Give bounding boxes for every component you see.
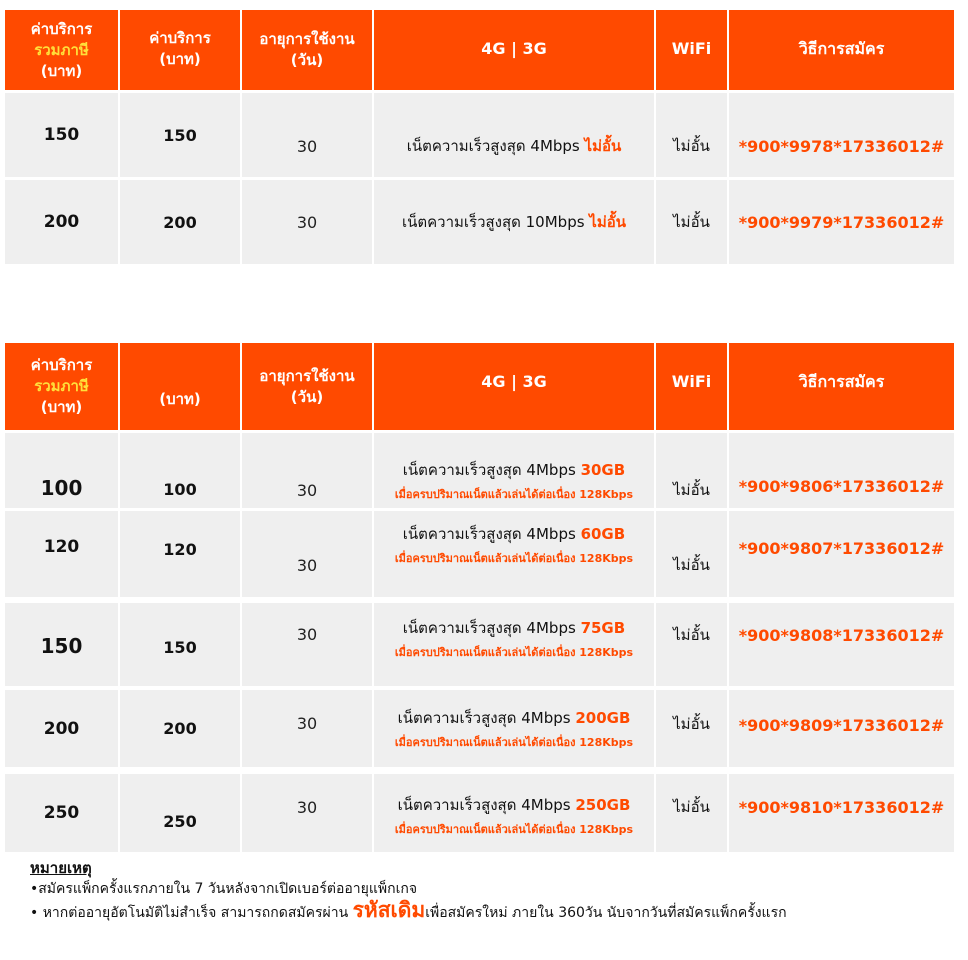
header-network	[374, 10, 656, 90]
header-text: (บาท)	[159, 50, 201, 68]
header-duration	[242, 343, 374, 430]
desc-highlight: 250GB	[575, 795, 631, 814]
header-text: (วัน)	[290, 387, 324, 406]
price-cell	[120, 603, 242, 686]
desc-sub: เมื่อครบปริมาณเน็ตแล้วเล่นได้ต่อเนื่อง 128Kbps	[394, 736, 634, 749]
desc-highlight: 60GB	[580, 524, 626, 543]
price-vat-value: 100	[40, 475, 83, 500]
price-cell: 120	[120, 511, 242, 597]
price-cell	[120, 433, 242, 508]
desc-main: เน็ตความเร็วสูงสุด 4Mbps	[397, 795, 576, 814]
price-vat-cell: 150	[5, 93, 120, 177]
price-value: 150	[163, 638, 197, 657]
desc-text	[402, 210, 626, 234]
header-text: 4G | 3G	[481, 39, 547, 58]
wifi-cell	[656, 511, 729, 597]
desc-highlight: 75GB	[580, 619, 626, 637]
header-price-vat	[5, 343, 120, 430]
desc-sub: เมื่อครบปริมาณเน็ตแล้วเล่นได้ต่อเนื่อง 128Kbps	[394, 551, 634, 565]
header-text-vat: รวมภาษี	[34, 40, 89, 59]
header-text: ค่าบริการ	[30, 356, 93, 374]
desc-cell	[374, 774, 656, 852]
header-duration	[242, 10, 374, 90]
price-cell: 150	[120, 93, 242, 177]
days-cell: 30	[242, 180, 374, 264]
notes-line-2-pre: • หากต่ออายุอัตโนมัติไม่สำเร็จ สามารถกดสมัครผ่าน	[30, 905, 353, 921]
desc-highlight: ไม่อั้น	[589, 213, 626, 231]
desc-highlight: 30GB	[580, 461, 626, 479]
desc-cell	[374, 511, 656, 597]
price-cell: 200	[120, 180, 242, 264]
desc-text	[398, 706, 631, 730]
header-text: (บาท)	[159, 390, 201, 408]
table-header	[5, 10, 954, 90]
desc-cell	[374, 603, 656, 686]
days-cell: 30	[242, 690, 374, 767]
header-wifi	[656, 10, 729, 90]
table-row	[5, 774, 954, 852]
notes-line-2-code: รหัสเดิม	[352, 898, 426, 922]
header-text: WiFi	[671, 39, 712, 58]
header-text: ค่าบริการ	[149, 29, 211, 47]
days-cell	[242, 511, 374, 597]
notes-section	[30, 858, 950, 924]
header-text: ค่าบริการ	[30, 19, 93, 38]
table-row	[5, 93, 954, 177]
wifi-cell	[656, 433, 729, 508]
wifi-value: ไม่อั้น	[673, 480, 710, 499]
subscribe-code[interactable]	[729, 433, 954, 508]
notes-line-1: •สมัครแพ็กครั้งแรกภายใน 7 วันหลังจากเปิดเบอร์ต่ออายุแพ็กเกจ	[30, 881, 418, 897]
desc-text	[403, 522, 625, 546]
subscribe-code[interactable]: *900*9979*17336012#	[738, 212, 945, 232]
header-subscribe	[729, 10, 954, 90]
desc-sub: เมื่อครบปริมาณเน็ตแล้วเล่นได้ต่อเนื่อง 128Kbps	[394, 646, 634, 659]
price-vat-cell: 120	[5, 511, 120, 597]
header-text: อายุการใช้งาน	[259, 366, 355, 385]
desc-main: เน็ตความเร็วสูงสุด 4Mbps	[406, 137, 585, 155]
desc-sub: เมื่อครบปริมาณเน็ตแล้วเล่นได้ต่อเนื่อง 128Kbps	[394, 822, 634, 836]
desc-highlight: 200GB	[575, 709, 631, 727]
subscribe-code[interactable]: *900*9807*17336012#	[738, 538, 945, 558]
header-wifi	[656, 343, 729, 430]
header-text: อายุการใช้งาน	[259, 30, 355, 48]
subscribe-code[interactable]: *900*9810*17336012#	[738, 797, 945, 817]
desc-main: เน็ตความเร็วสูงสุด 10Mbps	[402, 213, 590, 231]
header-price	[120, 10, 242, 90]
header-text: 4G | 3G	[481, 372, 547, 391]
price-vat-cell: 200	[5, 690, 120, 767]
price-vat-value: 150	[40, 633, 83, 658]
header-text-vat: รวมภาษี	[34, 377, 89, 395]
desc-main: เน็ตความเร็วสูงสุด 4Mbps	[402, 619, 581, 637]
desc-cell	[374, 433, 656, 508]
wifi-cell: ไม่อั้น	[656, 603, 729, 686]
days-value: 30	[296, 136, 318, 156]
header-network	[374, 343, 656, 430]
price-vat-cell	[5, 433, 120, 508]
wifi-cell: ไม่อั้น	[656, 690, 729, 767]
header-text: WiFi	[671, 372, 712, 391]
days-value: 30	[296, 481, 318, 500]
desc-cell	[374, 93, 656, 177]
price-vat-cell: 200	[5, 180, 120, 264]
header-text: วิธีการสมัคร	[798, 39, 885, 58]
header-subscribe	[729, 343, 954, 430]
days-cell	[242, 93, 374, 177]
desc-main: เน็ตความเร็วสูงสุด 4Mbps	[397, 709, 576, 727]
table-row	[5, 433, 954, 508]
package-table-quota	[5, 343, 954, 852]
desc-main: เน็ตความเร็วสูงสุด 4Mbps	[402, 461, 581, 479]
header-text: (บาท)	[40, 61, 83, 80]
notes-title: หมายเหตุ	[30, 859, 92, 877]
table-header	[5, 343, 954, 430]
header-text: (วัน)	[290, 51, 324, 69]
subscribe-code[interactable]: *900*9808*17336012#	[738, 626, 945, 645]
desc-cell	[374, 690, 656, 767]
package-table-unlimited	[5, 10, 954, 264]
desc-text	[403, 616, 625, 640]
price-cell: 200	[120, 690, 242, 767]
desc-cell	[374, 180, 656, 264]
days-cell: 30	[242, 603, 374, 686]
header-price-vat	[5, 10, 120, 90]
days-value: 30	[296, 555, 318, 575]
desc-sub: เมื่อครบปริมาณเน็ตแล้วเล่นได้ต่อเนื่อง 128Kbps	[394, 488, 634, 501]
code-value[interactable]: *900*9978*17336012#	[738, 136, 945, 156]
desc-highlight: ไม่อั้น	[584, 137, 622, 155]
price-cell	[120, 774, 242, 852]
subscribe-code[interactable]: *900*9809*17336012#	[738, 716, 945, 735]
wifi-value: ไม่อั้น	[673, 556, 710, 574]
price-vat-cell	[5, 603, 120, 686]
price-vat-cell: 250	[5, 774, 120, 852]
table-row	[5, 180, 954, 264]
wifi-cell: ไม่อั้น	[656, 774, 729, 852]
price-value: 100	[163, 480, 197, 499]
price-value: 250	[163, 811, 197, 831]
code-value[interactable]: *900*9806*17336012#	[738, 477, 945, 496]
desc-text	[398, 793, 631, 817]
subscribe-code[interactable]	[729, 93, 954, 177]
days-cell: 30	[242, 774, 374, 852]
table-row	[5, 603, 954, 686]
header-price	[120, 343, 242, 430]
days-cell	[242, 433, 374, 508]
desc-text	[403, 458, 625, 482]
wifi-cell: ไม่อั้น	[656, 180, 729, 264]
header-text: (บาท)	[40, 398, 83, 416]
desc-main: เน็ตความเร็วสูงสุด 4Mbps	[402, 524, 581, 543]
wifi-cell	[656, 93, 729, 177]
notes-line-2-post: เพื่อสมัครใหม่ ภายใน 360วัน นับจากวันที่สมัครแพ็กครั้งแรก	[425, 905, 787, 921]
wifi-value: ไม่อั้น	[673, 137, 710, 155]
notes-line-2	[30, 900, 950, 924]
table-row	[5, 511, 954, 597]
header-text: วิธีการสมัคร	[798, 372, 885, 391]
desc-text	[407, 134, 621, 158]
table-row	[5, 690, 954, 767]
